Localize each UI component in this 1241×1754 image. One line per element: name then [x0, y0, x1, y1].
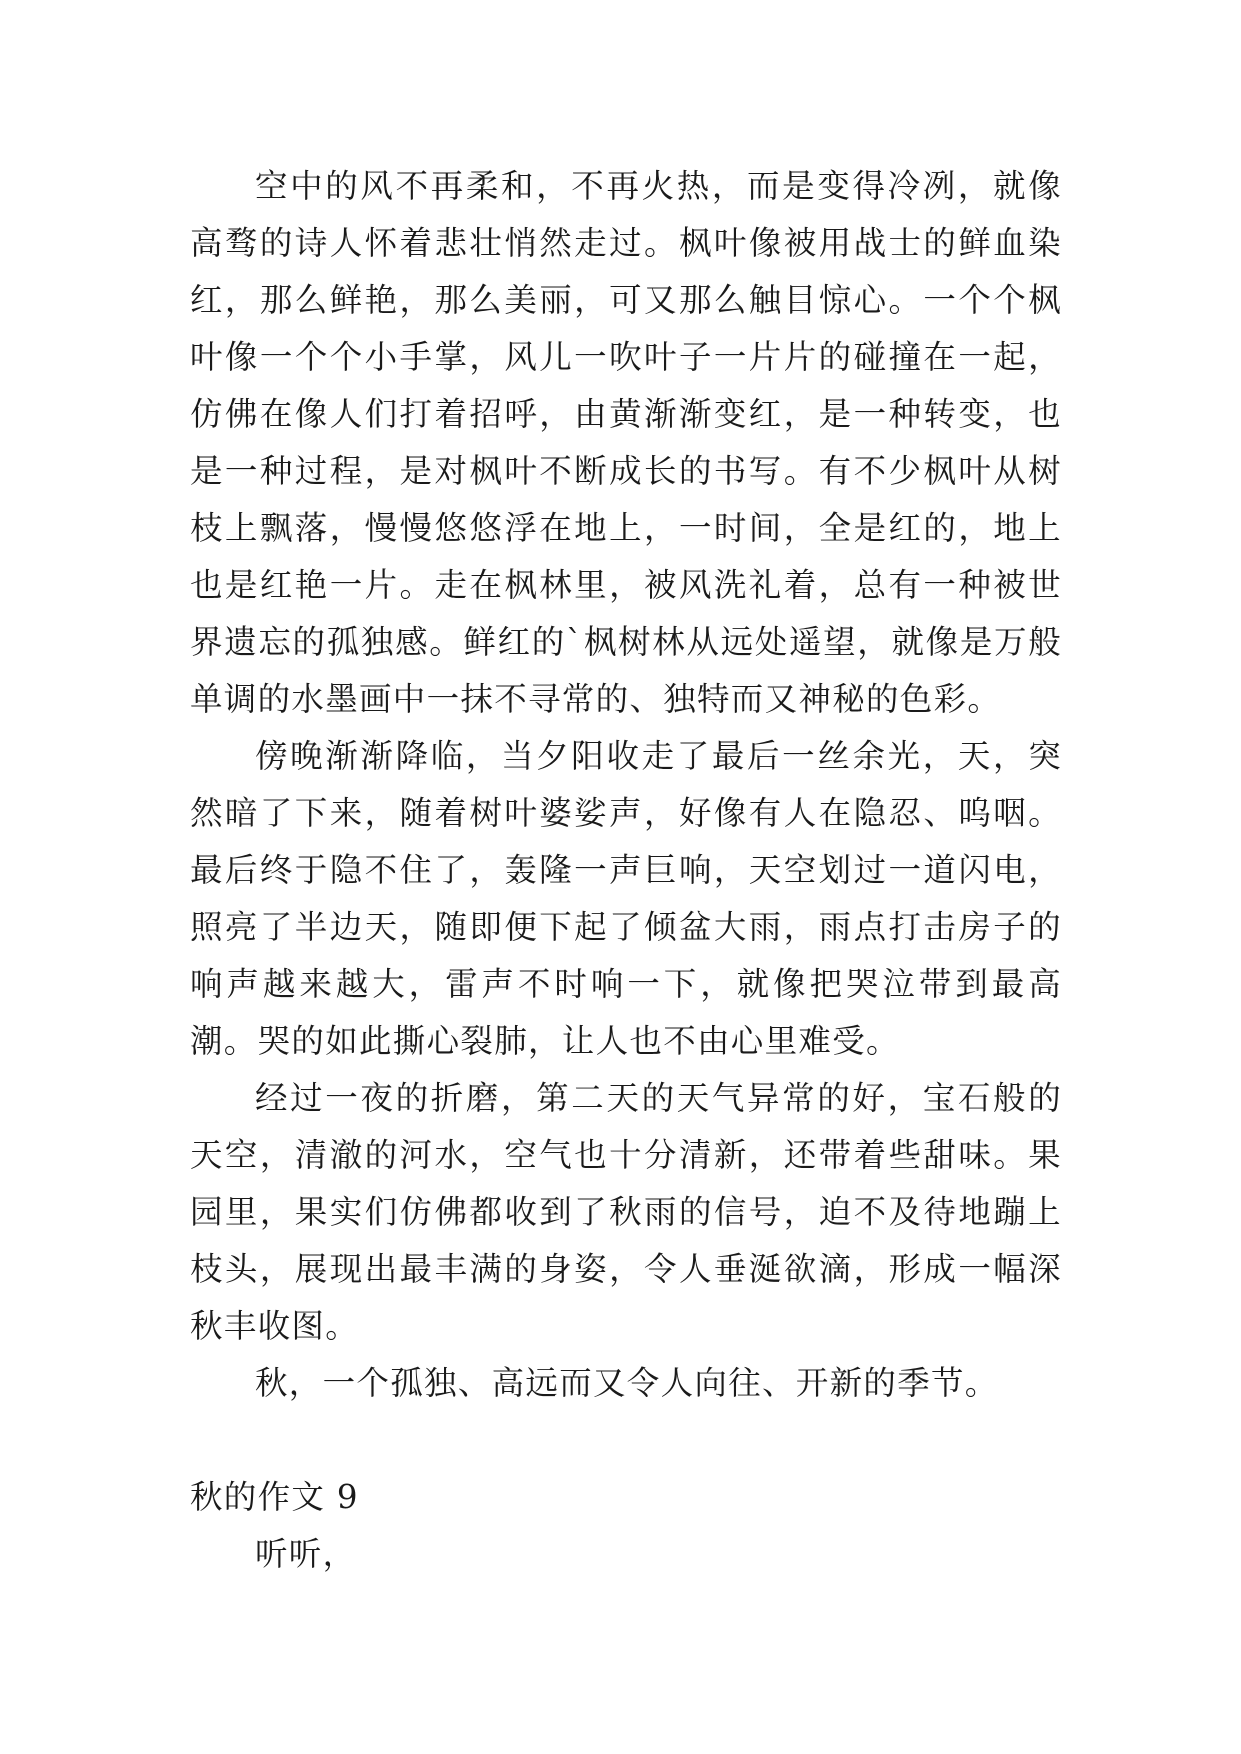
paragraph-next-day: 经过一夜的折磨，第二天的天气异常的好，宝石般的天空，清澈的河水，空气也十分清新，还带着些甜味。果园里，果实们仿佛都收到了秋雨的信号，迫不及待地蹦上枝头，展现出最丰满的身姿，令人垂涎欲滴，形成一幅深秋丰收图。 — [190, 1079, 1062, 1345]
paragraph-section-opening: 听听， — [255, 1535, 357, 1573]
paragraph-evening-rain: 傍晚渐渐降临，当夕阳收走了最后一丝余光，天，突然暗了下来，随着树叶婆娑声，好像有人在隐忍、呜咽。最后终于隐不住了，轰隆一声巨响，天空划过一道闪电，照亮了半边天，随即便下起了倾盆大雨，雨点打击房子的响声越来越大，雷声不时响一下，就像把哭泣带到最高潮。哭的如此撕心裂肺，让人也不由心里难受。 — [190, 737, 1062, 1060]
paragraph-closing: 秋，一个孤独、高远而又令人向往、开新的季节。 — [255, 1364, 999, 1402]
document-body — [190, 158, 1062, 1583]
section-heading: 秋的作文 9 — [190, 1478, 359, 1516]
paragraph-maple-forest: 空中的风不再柔和，不再火热，而是变得冷冽，就像高骛的诗人怀着悲壮悄然走过。枫叶像被用战士的鲜血染红，那么鲜艳，那么美丽，可又那么触目惊心。一个个枫叶像一个个小手掌，风儿一吹叶子一片片的碰撞在一起，仿佛在像人们打着招呼，由黄渐渐变红，是一种转变，也是一种过程，是对枫叶不断成长的书写。有不少枫叶从树枝上飘落，慢慢悠悠浮在地上，一时间，全是红的，地上也是红艳一片。走在枫林里，被风洗礼着，总有一种被世界遗忘的孤独感。鲜红的`枫树林从远处遥望，就像是万般单调的水墨画中一抹不寻常的、独特而又神秘的色彩。 — [190, 167, 1062, 718]
section-spacer — [190, 1412, 1062, 1469]
